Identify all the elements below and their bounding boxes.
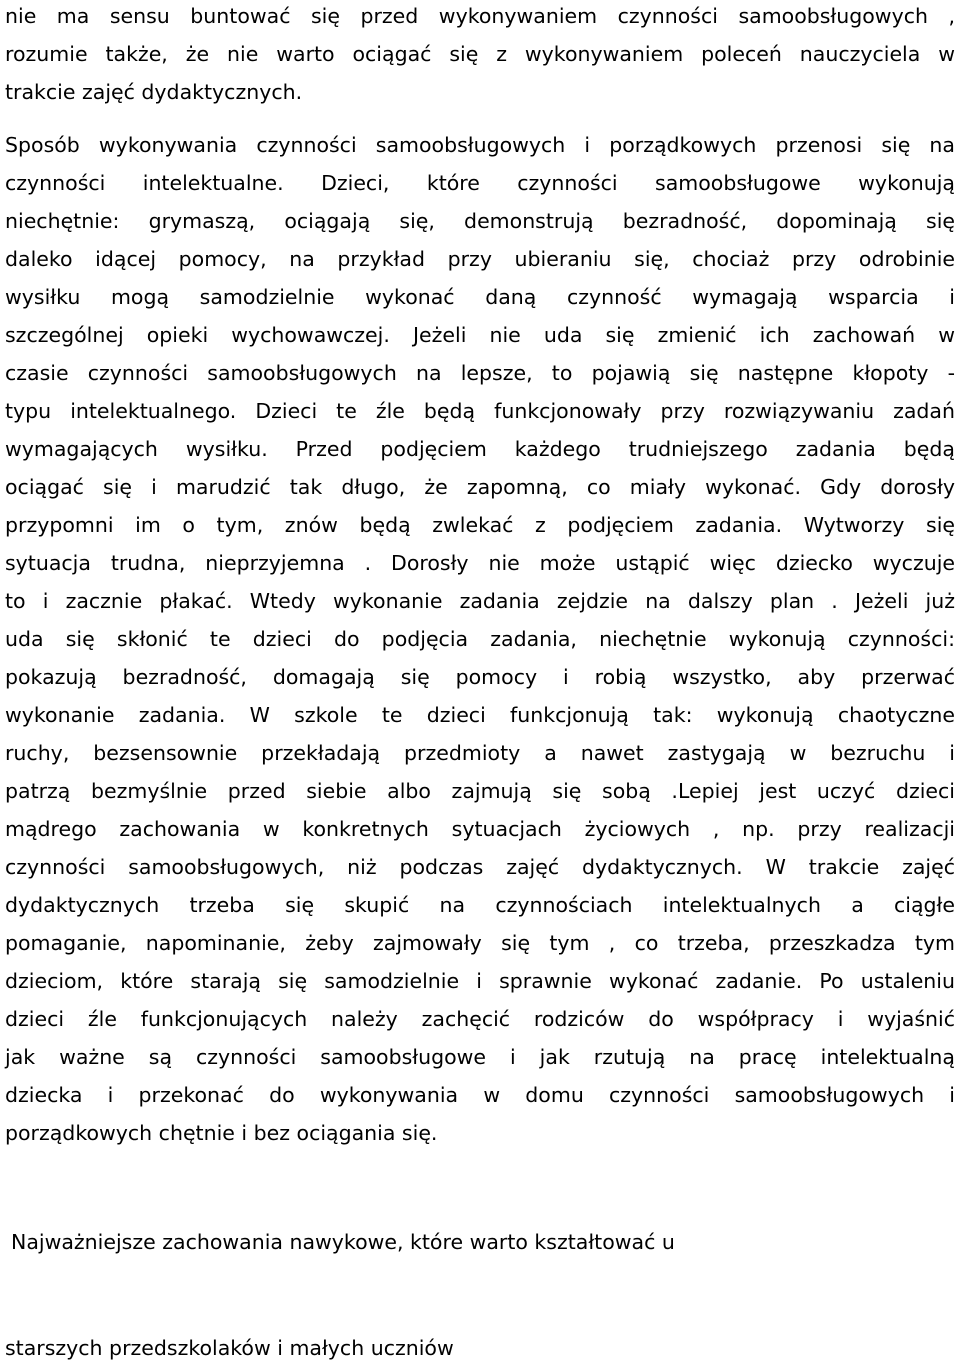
paragraph-line: jak ważne są czynności samoobsługowe i jak rzutują na pracę intelektualną	[5, 1045, 955, 1069]
section-heading: starszych przedszkolaków i małych uczniów	[5, 1336, 454, 1360]
section-heading: Najważniejsze zachowania nawykowe, które warto kształtować u	[11, 1230, 675, 1254]
paragraph-line: szczególnej opieki wychowawczej. Jeżeli nie uda się zmienić ich zachowań w	[5, 323, 955, 347]
paragraph-line: Sposób wykonywania czynności samoobsługowych i porządkowych przenosi się na	[5, 133, 955, 157]
paragraph-line: trakcie zajęć dydaktycznych.	[5, 80, 303, 104]
paragraph-line: to i zacznie płakać. Wtedy wykonanie zadania zejdzie na dalszy plan . Jeżeli już	[5, 589, 955, 613]
paragraph-line: typu intelektualnego. Dzieci te źle będą funkcjonowały przy rozwiązywaniu zadań	[5, 399, 955, 423]
paragraph-line: daleko idącej pomocy, na przykład przy ubieraniu się, chociaż przy odrobinie	[5, 247, 955, 271]
paragraph-line: rozumie także, że nie warto ociągać się z wykonywaniem poleceń nauczyciela w	[5, 42, 955, 66]
paragraph-line: pokazują bezradność, domagają się pomocy i robią wszystko, aby przerwać	[5, 665, 955, 689]
paragraph-line: porządkowych chętnie i bez ociągania się.	[5, 1121, 438, 1145]
paragraph-line: sytuacja trudna, nieprzyjemna . Dorosły nie może ustąpić więc dziecko wyczuje	[5, 551, 955, 575]
paragraph-line: ociągać się i marudzić tak długo, że zapomną, co miały wykonać. Gdy dorosły	[5, 475, 955, 499]
paragraph-line: niechętnie: grymaszą, ociągają się, demonstrują bezradność, dopominają się	[5, 209, 955, 233]
paragraph-line: czasie czynności samoobsługowych na lepsze, to pojawią się następne kłopoty -	[5, 361, 955, 385]
paragraph-line: pomaganie, napominanie, żeby zajmowały się tym , co trzeba, przeszkadza tym	[5, 931, 955, 955]
paragraph-line: wymagających wysiłku. Przed podjęciem każdego trudniejszego zadania będą	[5, 437, 955, 461]
paragraph-line: ruchy, bezsensownie przekładają przedmioty a nawet zastygają w bezruchu i	[5, 741, 955, 765]
paragraph-line: dzieciom, które starają się samodzielnie i sprawnie wykonać zadanie. Po ustaleniu	[5, 969, 955, 993]
paragraph-line: dydaktycznych trzeba się skupić na czynnościach intelektualnych a ciągłe	[5, 893, 955, 917]
paragraph-line: dziecka i przekonać do wykonywania w domu czynności samoobsługowych i	[5, 1083, 955, 1107]
paragraph-line: uda się skłonić te dzieci do podjęcia zadania, niechętnie wykonują czynności:	[5, 627, 955, 651]
paragraph-line: nie ma sensu buntować się przed wykonywaniem czynności samoobsługowych ,	[5, 4, 955, 28]
paragraph-line: mądrego zachowania w konkretnych sytuacjach życiowych , np. przy realizacji	[5, 817, 955, 841]
paragraph-line: dzieci źle funkcjonujących należy zachęcić rodziców do współpracy i wyjaśnić	[5, 1007, 955, 1031]
paragraph-line: przypomni im o tym, znów będą zwlekać z podjęciem zadania. Wytworzy się	[5, 513, 955, 537]
paragraph-line: wykonanie zadania. W szkole te dzieci funkcjonują tak: wykonują chaotyczne	[5, 703, 955, 727]
paragraph-line: wysiłku mogą samodzielnie wykonać daną czynność wymagają wsparcia i	[5, 285, 955, 309]
paragraph-line: czynności intelektualne. Dzieci, które czynności samoobsługowe wykonują	[5, 171, 955, 195]
paragraph-line: patrzą bezmyślnie przed siebie albo zajmują się sobą .Lepiej jest uczyć dzieci	[5, 779, 955, 803]
paragraph-line: czynności samoobsługowych, niż podczas zajęć dydaktycznych. W trakcie zajęć	[5, 855, 955, 879]
